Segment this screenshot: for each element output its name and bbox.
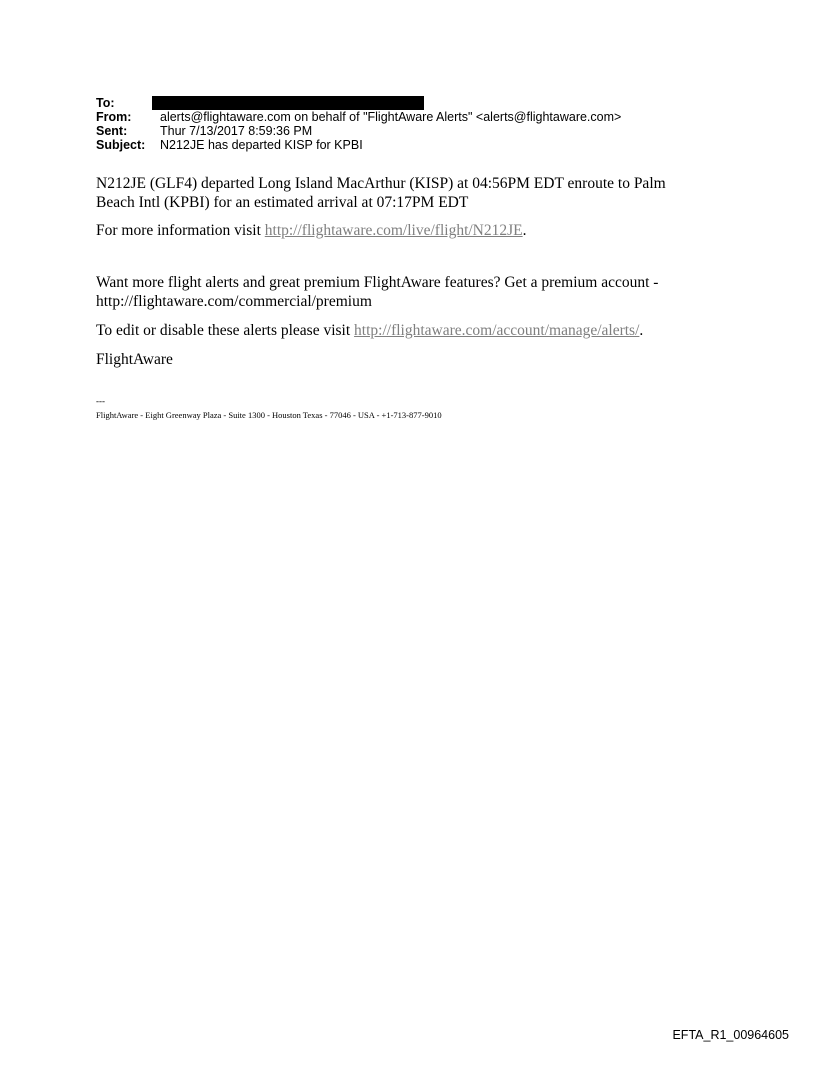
subject-value: N212JE has departed KISP for KPBI — [160, 138, 363, 152]
premium-line-1: Want more flight alerts and great premium FlightAware features? Get a premium account - — [96, 274, 659, 291]
departure-paragraph — [96, 174, 736, 212]
info-prefix: For more information visit — [96, 222, 265, 239]
flight-info-link[interactable]: http://flightaware.com/live/flight/N212JE — [264, 222, 523, 239]
info-suffix: . — [522, 222, 527, 239]
info-paragraph — [96, 221, 736, 240]
edit-suffix: . — [639, 322, 644, 339]
redacted-recipient — [152, 96, 424, 110]
footer-separator: --- — [96, 396, 105, 406]
edit-paragraph — [96, 321, 736, 340]
subject-row — [96, 138, 621, 152]
subject-label: Subject: — [96, 138, 146, 152]
departure-line-1: N212JE (GLF4) departed Long Island MacArthur (KISP) at 04:56PM EDT enroute to Palm — [96, 175, 666, 192]
email-header — [96, 96, 621, 152]
email-body — [96, 174, 736, 369]
premium-url: http://flightaware.com/commercial/premium — [96, 293, 372, 310]
sent-value: Thur 7/13/2017 8:59:36 PM — [160, 124, 313, 138]
manage-alerts-link[interactable]: http://flightaware.com/account/manage/alerts/ — [354, 322, 640, 339]
sent-label: Sent: — [96, 124, 128, 138]
sent-row — [96, 124, 621, 138]
document-id: EFTA_R1_00964605 — [672, 1028, 789, 1042]
premium-paragraph — [96, 273, 736, 311]
footer-address: FlightAware - Eight Greenway Plaza - Suite 1300 - Houston Texas - 77046 - USA - +1-713-877-9010 — [96, 410, 442, 420]
departure-line-2: Beach Intl (KPBI) for an estimated arrival at 07:17PM EDT — [96, 194, 469, 211]
from-row — [96, 110, 621, 124]
from-value: alerts@flightaware.com on behalf of "FlightAware Alerts" <alerts@flightaware.com> — [160, 110, 622, 124]
from-label: From: — [96, 110, 132, 124]
to-row — [96, 96, 621, 110]
to-label: To: — [96, 96, 115, 110]
signature: FlightAware — [96, 351, 173, 368]
edit-prefix: To edit or disable these alerts please visit — [96, 322, 355, 339]
